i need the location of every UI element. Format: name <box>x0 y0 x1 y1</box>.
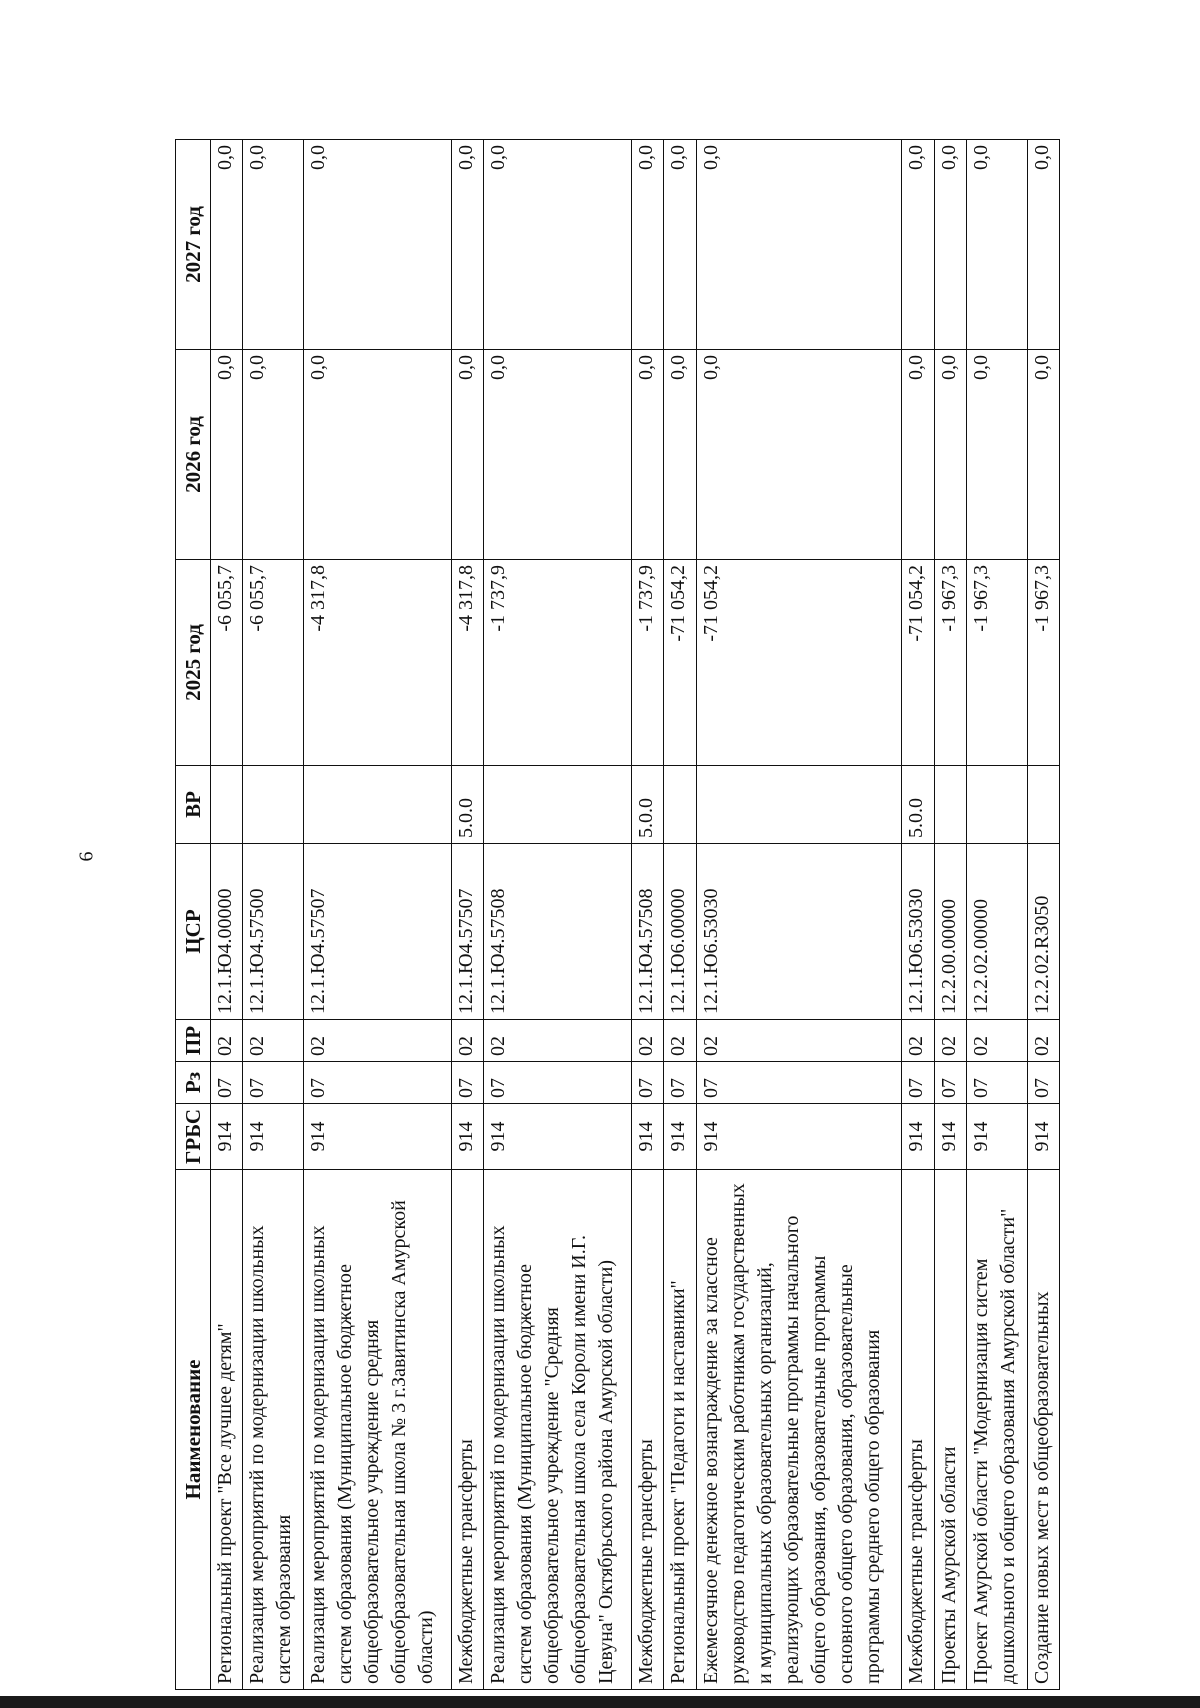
cell-2025: -1 737,9 <box>484 560 632 766</box>
cell-2027: 0,0 <box>902 140 934 350</box>
cell-vr: 5.0.0 <box>902 766 934 844</box>
cell-2027: 0,0 <box>966 140 1027 350</box>
cell-2026: 0,0 <box>484 350 632 560</box>
cell-2025: -6 055,7 <box>211 560 243 766</box>
cell-2026: 0,0 <box>902 350 934 560</box>
budget-table <box>175 139 1060 1690</box>
cell-2027: 0,0 <box>484 140 632 350</box>
cell-csr: 12.1.Ю4.57500 <box>243 844 304 1020</box>
cell-2026: 0,0 <box>632 350 664 560</box>
cell-grbs: 914 <box>211 1104 243 1170</box>
header-2027: 2027 год <box>176 140 211 350</box>
cell-2027: 0,0 <box>696 140 902 350</box>
cell-pr: 02 <box>243 1020 304 1062</box>
cell-pr: 02 <box>966 1020 1027 1062</box>
cell-rz: 07 <box>696 1062 902 1104</box>
rotated-table-container <box>175 140 1060 1690</box>
table-row <box>1027 140 1059 1690</box>
table-row <box>484 140 632 1690</box>
table-row <box>902 140 934 1690</box>
cell-rz: 07 <box>632 1062 664 1104</box>
table-row <box>632 140 664 1690</box>
table-row <box>211 140 243 1690</box>
cell-csr: 12.2.02.00000 <box>966 844 1027 1020</box>
cell-grbs: 914 <box>243 1104 304 1170</box>
table-row <box>243 140 304 1690</box>
cell-pr: 02 <box>632 1020 664 1062</box>
cell-name: Ежемесячное денежное вознаграждение за классное руководство педагогическим работникам государственных и муниципальных образовательных организаций, реализующих образовательные программы начального общего образования, образовательные программы основного общего образования, образовательные программы среднего общего образования <box>696 1170 902 1690</box>
cell-rz: 07 <box>243 1062 304 1104</box>
scan-edge-bar <box>0 1696 1200 1708</box>
cell-pr: 02 <box>1027 1020 1059 1062</box>
table-row <box>664 140 696 1690</box>
header-pr: ПР <box>176 1020 211 1062</box>
cell-csr: 12.1.Ю6.53030 <box>696 844 902 1020</box>
cell-name: Реализация мероприятий по модернизации школьных систем образования (Муниципальное бюджетное общеобразовательное учреждение средняя общеобразовательная школа № 3 г.Завитинска Амурской области) <box>304 1170 452 1690</box>
cell-2026: 0,0 <box>452 350 484 560</box>
cell-grbs: 914 <box>452 1104 484 1170</box>
table-row <box>304 140 452 1690</box>
table-row <box>696 140 902 1690</box>
cell-2026: 0,0 <box>696 350 902 560</box>
cell-2026: 0,0 <box>211 350 243 560</box>
cell-name: Региональный проект "Все лучшее детям" <box>211 1170 243 1690</box>
cell-2025: -1 737,9 <box>632 560 664 766</box>
cell-2025: -71 054,2 <box>902 560 934 766</box>
cell-2026: 0,0 <box>664 350 696 560</box>
cell-rz: 07 <box>211 1062 243 1104</box>
cell-rz: 07 <box>664 1062 696 1104</box>
cell-2025: -4 317,8 <box>304 560 452 766</box>
header-vr: ВР <box>176 766 211 844</box>
header-rz: Рз <box>176 1062 211 1104</box>
cell-vr <box>484 766 632 844</box>
cell-2027: 0,0 <box>452 140 484 350</box>
cell-name: Проекты Амурской области <box>934 1170 966 1690</box>
cell-csr: 12.1.Ю4.57507 <box>304 844 452 1020</box>
cell-grbs: 914 <box>1027 1104 1059 1170</box>
cell-vr <box>934 766 966 844</box>
table-row <box>934 140 966 1690</box>
cell-vr <box>211 766 243 844</box>
cell-grbs: 914 <box>664 1104 696 1170</box>
cell-vr: 5.0.0 <box>452 766 484 844</box>
cell-name: Межбюджетные трансферты <box>452 1170 484 1690</box>
table-row <box>452 140 484 1690</box>
cell-csr: 12.1.Ю4.57508 <box>632 844 664 1020</box>
cell-name: Проект Амурской области "Модернизация систем дошкольного и общего образования Амурской области" <box>966 1170 1027 1690</box>
cell-2027: 0,0 <box>243 140 304 350</box>
cell-grbs: 914 <box>632 1104 664 1170</box>
cell-name: Реализация мероприятий по модернизации школьных систем образования (Муниципальное бюджетное общеобразовательное учреждение "Средняя общеобразовательная школа села Короли имени И.Г. Цевуна" Октябрьского района Амурской области) <box>484 1170 632 1690</box>
cell-grbs: 914 <box>934 1104 966 1170</box>
cell-name: Межбюджетные трансферты <box>632 1170 664 1690</box>
cell-vr <box>664 766 696 844</box>
cell-2025: -1 967,3 <box>934 560 966 766</box>
cell-grbs: 914 <box>304 1104 452 1170</box>
cell-grbs: 914 <box>696 1104 902 1170</box>
cell-pr: 02 <box>664 1020 696 1062</box>
cell-rz: 07 <box>966 1062 1027 1104</box>
cell-2025: -1 967,3 <box>966 560 1027 766</box>
cell-name: Создание новых мест в общеобразовательных <box>1027 1170 1059 1690</box>
cell-rz: 07 <box>902 1062 934 1104</box>
cell-vr <box>966 766 1027 844</box>
cell-vr <box>243 766 304 844</box>
cell-vr <box>696 766 902 844</box>
cell-2027: 0,0 <box>1027 140 1059 350</box>
cell-csr: 12.1.Ю6.00000 <box>664 844 696 1020</box>
cell-2026: 0,0 <box>934 350 966 560</box>
cell-2025: -6 055,7 <box>243 560 304 766</box>
cell-2026: 0,0 <box>304 350 452 560</box>
cell-pr: 02 <box>484 1020 632 1062</box>
cell-vr <box>304 766 452 844</box>
cell-2026: 0,0 <box>1027 350 1059 560</box>
cell-rz: 07 <box>452 1062 484 1104</box>
header-2026: 2026 год <box>176 350 211 560</box>
cell-name: Реализация мероприятий по модернизации школьных систем образования <box>243 1170 304 1690</box>
table-row <box>966 140 1027 1690</box>
cell-2026: 0,0 <box>243 350 304 560</box>
table-header-row <box>176 140 211 1690</box>
cell-2027: 0,0 <box>664 140 696 350</box>
cell-csr: 12.1.Ю4.57507 <box>452 844 484 1020</box>
header-grbs: ГРБС <box>176 1104 211 1170</box>
cell-pr: 02 <box>304 1020 452 1062</box>
cell-pr: 02 <box>934 1020 966 1062</box>
cell-grbs: 914 <box>966 1104 1027 1170</box>
cell-csr: 12.1.Ю6.53030 <box>902 844 934 1020</box>
cell-csr: 12.1.Ю4.57508 <box>484 844 632 1020</box>
cell-vr <box>1027 766 1059 844</box>
cell-rz: 07 <box>934 1062 966 1104</box>
cell-name: Региональный проект "Педагоги и наставники" <box>664 1170 696 1690</box>
cell-pr: 02 <box>696 1020 902 1062</box>
cell-2027: 0,0 <box>211 140 243 350</box>
cell-2025: -4 317,8 <box>452 560 484 766</box>
cell-rz: 07 <box>1027 1062 1059 1104</box>
header-2025: 2025 год <box>176 560 211 766</box>
cell-csr: 12.1.Ю4.00000 <box>211 844 243 1020</box>
cell-2027: 0,0 <box>304 140 452 350</box>
header-name: Наименование <box>176 1170 211 1690</box>
cell-name: Межбюджетные трансферты <box>902 1170 934 1690</box>
header-csr: ЦСР <box>176 844 211 1020</box>
cell-rz: 07 <box>304 1062 452 1104</box>
cell-2025: -1 967,3 <box>1027 560 1059 766</box>
cell-csr: 12.2.02.R3050 <box>1027 844 1059 1020</box>
cell-2025: -71 054,2 <box>664 560 696 766</box>
cell-grbs: 914 <box>902 1104 934 1170</box>
page-number: 6 <box>75 851 98 862</box>
cell-2027: 0,0 <box>934 140 966 350</box>
cell-2025: -71 054,2 <box>696 560 902 766</box>
cell-csr: 12.2.00.00000 <box>934 844 966 1020</box>
cell-grbs: 914 <box>484 1104 632 1170</box>
cell-pr: 02 <box>902 1020 934 1062</box>
cell-pr: 02 <box>211 1020 243 1062</box>
cell-2027: 0,0 <box>632 140 664 350</box>
cell-2026: 0,0 <box>966 350 1027 560</box>
cell-pr: 02 <box>452 1020 484 1062</box>
cell-vr: 5.0.0 <box>632 766 664 844</box>
cell-rz: 07 <box>484 1062 632 1104</box>
